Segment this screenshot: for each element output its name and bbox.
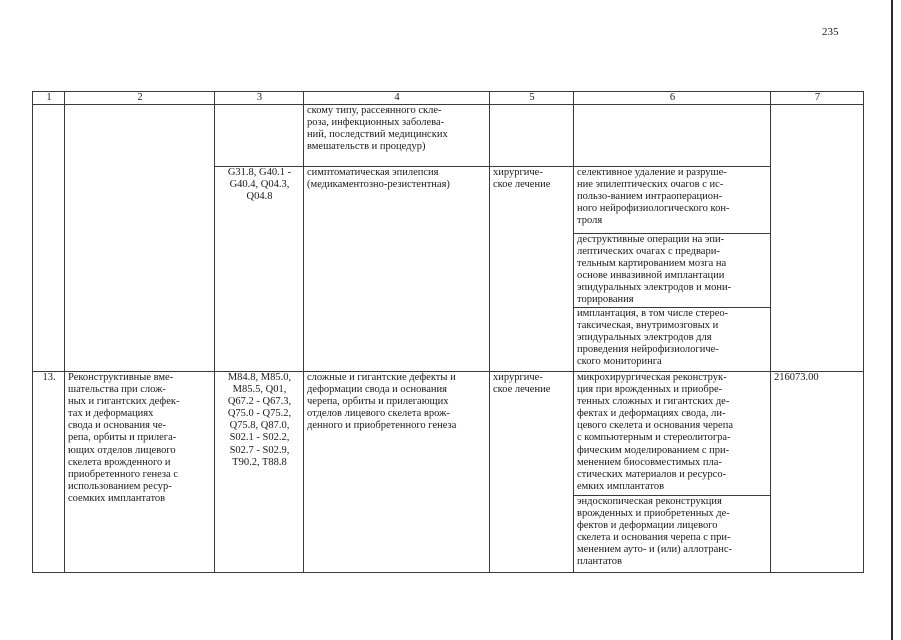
method-cell: деструктивные операции на эпи- лептических очагах с предвари- тельным картированием мозга на основе инвазивной имплантации эпидуральных электродов и мони- торирования [574, 234, 771, 308]
treatment-cell: хирургиче- ское лечение [490, 372, 574, 573]
column-number-row [33, 92, 864, 105]
table-row [33, 372, 864, 496]
treatment-cell [490, 105, 574, 167]
treatment-cell: хирургиче- ское лечение [490, 167, 574, 372]
method-cell: селективное удаление и разруше- ние эпилептических очагов с ис- пользо-ванием интраоперацион- ного нейрофизиологического кон- троля [574, 167, 771, 234]
column-number: 3 [215, 92, 304, 105]
codes-cell [215, 105, 304, 167]
diagnosis-cell: скому типу, рассеянного скле- роза, инфекционных заболева- ний, последствий медицинских вмешательств и процедур) [304, 105, 490, 167]
diagnosis-cell: сложные и гигантские дефекты и деформации свода и основания черепа, орбиты и прилегающих отделов лицевого скелета врож- денного и приобретенного генеза [304, 372, 490, 573]
method-cell: имплантация, в том числе стерео- таксическая, внутримозговых и эпидуральных электродов для проведения нейрофизиологиче- ского мониторинга [574, 308, 771, 372]
group-number-cell [33, 105, 65, 372]
diagnosis-cell: симптоматическая эпилепсия (медикаментозно-резистентная) [304, 167, 490, 372]
column-number: 1 [33, 92, 65, 105]
care-methods-table [32, 91, 864, 573]
cost-cell: 216073.00 [771, 372, 864, 573]
column-number: 6 [574, 92, 771, 105]
page-number: 235 [822, 26, 839, 38]
group-name-cell [65, 105, 215, 372]
column-number: 2 [65, 92, 215, 105]
table-row [33, 105, 864, 167]
codes-cell: M84.8, M85.0, M85.5, Q01, Q67.2 - Q67.3, Q75.0 - Q75.2, Q75.8, Q87.0, S02.1 - S02.2, S02.7 - S02.9, T90.2, T88.8 [215, 372, 304, 573]
column-number: 7 [771, 92, 864, 105]
cost-cell [771, 105, 864, 372]
margin-rule [891, 0, 893, 640]
codes-cell: G31.8, G40.1 - G40.4, Q04.3, Q04.8 [215, 167, 304, 372]
method-cell [574, 105, 771, 167]
column-number: 5 [490, 92, 574, 105]
column-number: 4 [304, 92, 490, 105]
group-name-cell: Реконструктивные вме- шательства при слож- ных и гигантских дефек- тах и деформациях свода и основания че- репа, орбиты и прилега- ющих отделов лицевого скелета врожденного и приобретенного генеза с использованием ресур- соемких имплантатов [65, 372, 215, 573]
method-cell: эндоскопическая реконструкция врожденных и приобретенных де- фектов и деформации лицевого скелета и основания черепа с при- менением ауто- и (или) аллотранс- плантатов [574, 496, 771, 573]
group-number-cell: 13. [33, 372, 65, 573]
method-cell: микрохирургическая реконструк- ция при врожденных и приобре- тенных сложных и гигантских де- фектах и деформациях свода, ли- цевого скелета и основания черепа с компьютерным и стереолитогра- фическим моделированием с при- менением биосовместимых пла- стических материалов и ресурсо- емких имплантатов [574, 372, 771, 496]
